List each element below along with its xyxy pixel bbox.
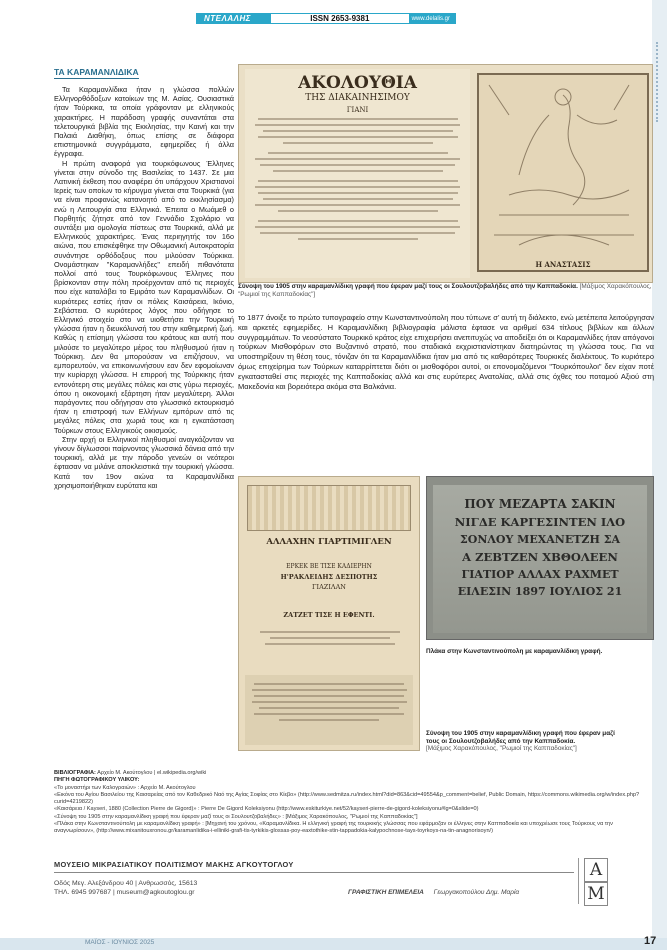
design-label: ΓΡΑΦΙΣΤΙΚΗ ΕΠΙΜΕΛΕΙΑ xyxy=(348,889,424,896)
bibliography xyxy=(54,770,650,836)
left-column-text xyxy=(54,85,234,490)
footer-divider xyxy=(54,872,574,873)
source-entry: «Καισάρεια / Kayseri, 1880 (Collection Pierre de Gigord)» : Pierre De Gigord Koleksiyonu (http://www.eskiturkiye.net/52/kayseri-pierre-de-gigord-koleksiyonu#lg=0&slide=0) xyxy=(54,806,479,813)
side-decor-bar xyxy=(652,0,667,950)
magazine-logo: ΝΤΕΛΑΛΗΣ xyxy=(204,14,251,23)
source-entry: «Εικόνα του Αγίου Βασιλείου της Καισαρείας από τον Καθεδρικό Ναό της Αγίας Σοφίας στο Κίεβο» (http://www.sedmitza.ru/index.html?did=863&cid=49554&p_comment=belief, Public Domain, https://commons.wikimedia.org/w/index.php?curid=4219822) xyxy=(54,791,640,806)
engraving-label: Η ΑΝΑΣΤΑΣΙΣ xyxy=(535,260,591,269)
caption-source: [Μάξιμος Χαρακόπουλος, "Ρωμιοί της Καππαδοκίας"] xyxy=(238,283,652,298)
resurrection-engraving xyxy=(477,73,649,272)
plaque-line: ΝΙΓΔΕ ΚΑΡΓΕΣΙΝΤΕΝ ΙΛΟ xyxy=(454,515,626,529)
engraving-figure xyxy=(479,75,647,255)
plaque-line: ΓΙΑΤΙΟΡ ΑΛΛΑΧ ΡΑΧΜΕΤ xyxy=(461,568,619,581)
header-bar xyxy=(196,13,456,24)
museum-contact xyxy=(54,879,197,897)
museum-logo-a: Α xyxy=(584,858,608,882)
paragraph: Τα Καραμανλίδικα ήταν η γλώσσα πολλών Ελληνορθόδοξων κατοίκων της Μ. Ασίας. Ουσιαστικά ήταν Τούρκικα, τα οποία γράφονταν με ελληνικούς χαρακτήρες. Η παράδοση γραφής συναντάται στα τελετουργικά βιβλία της Εκκλησίας, την Καινή και την Παλαιά Διαθήκη, όπως επίσης σε διάφορα επιστημονικά συγγράμματα, εφημερίδες ή άλλα έγγραφα. xyxy=(54,85,234,159)
caption-text: Σύνοψη του 1905 στην καραμανλίδικη γραφή που έφεραν μαζί τους οι Σουλουτζοβαλήδες από την Καππαδοκία. xyxy=(238,283,578,290)
source-entry: «Το μοναστήρι των Καλογραιών» : Αρχείο Μ. Ακούτογλου xyxy=(54,784,196,791)
caption-text: Σύνοψη του 1905 στην καραμανλίδικη γραφή που έφεραν μαζί τους οι Σουλουτζοβαλήδες από την Καππαδοκία. xyxy=(426,730,615,745)
plaque-line: Α ΖΕΒΤΖΕΝ ΧΒΘΟΛΕΕΝ xyxy=(462,550,618,564)
caption-akolouthia xyxy=(238,283,652,298)
karamanli-book-photo xyxy=(238,476,420,751)
ornament-band xyxy=(247,485,411,531)
right-column-text: το 1877 άνοιξε το πρώτο τυπογραφείο στην Κωνσταντινούπολη που τύπωνε σ’ αυτή τη διάλεκτο, ενώ μετέπειτα λειτούργησαν και αρκετές εφημερίδες. Η Καραμανλίδικη βιβλιογραφία μάλιστα έφτασε να αριθμεί 634 τίτλους βιβλίων και άλλων συγγραμμάτων. Το νεοσύστατο Τουρκικό κράτος είχε επιχειρήσει ανεπιτυχώς να αποδείξει ότι οι Καραμανλίδες ήταν απόγονοι τούρκων Μισθοφόρων στο Βυζαντινό στρατό, που σταδιακά εκχριστιανίστηκαν διατηρώντας τη γλώσσα τους. Για να υποστηρίξουν τη θέση τους, τόνιζαν ότι τα Καραμανλίδικα ήταν μια από τις καθαρότερες Τουρκικές διαλέκτους. Το κυριότερο όμως επιχείρημα των Τούρκων καταρρίπτεται διότι οι μισθοφόροι αυτοί, οι επονομαζόμενοι "Τουρκόπουλοι" δεν είχαν ποτέ εγκατασταθεί στις περιοχές της Καππαδοκίας αλλά και στις ευρύτερες Ανατολίας, αλλά στις όχθες του ποταμού Αξιού στη Μακεδονία και βορειότερα ακόμα στα Βαλκάνια. xyxy=(238,313,654,391)
design-name: Γεωργακοπούλου Δημ. Μαρία xyxy=(433,889,520,896)
issue-date: ΜΑΪΟΣ - ΙΟΥΝΙΟΣ 2025 xyxy=(85,939,155,946)
book-line: ΖΑΤΖΕΤ ΤΙΣΕ Η ΕΦΕΝΤΙ. xyxy=(283,611,375,619)
book-subtitle: ΤΗΣ ΔΙΑΚΑΙΝΗΣΙΜΟΥ xyxy=(305,93,410,103)
website-link[interactable]: www.delalis.gr xyxy=(411,15,450,22)
caption-plaque: Πλάκα στην Κωνσταντινούπολη με καραμανλίδικη γραφή. xyxy=(426,648,603,655)
photo-source-label: ΠΗΓΗ ΦΩΤΟΓΡΑΦΙΚΟΥ ΥΛΙΚΟΥ: xyxy=(54,777,140,784)
bibliography-value: Αρχείο Μ. Ακούτογλου | el.wikipedia.org/wiki xyxy=(97,770,207,776)
book-word: ΓΙΑΝΙ xyxy=(346,106,369,114)
design-credit xyxy=(348,889,519,896)
side-decor-dots xyxy=(656,42,661,122)
stone-plaque-photo xyxy=(426,476,654,640)
museum-address: Οδός Μεγ. Αλεξάνδρου 40 | Ανθρωσσός, 15613 xyxy=(54,880,198,887)
book-title: ΑΚΟΛΟΥΘΙΑ xyxy=(298,73,417,93)
museum-logo-m: Μ xyxy=(584,882,608,906)
plaque-line: ΕΙΛΕΣΙΝ 1897 ΙΟΥΛΙΟΣ 21 xyxy=(457,585,623,598)
book-line: Η'ΡΑΚΛΕΙΔΗΣ ΔΕΣΠΟΤΗΣ xyxy=(280,573,378,581)
caption-source: [Μάξιμος Χαρακόπουλος, "Ρωμιοί της Καππαδοκίας"] xyxy=(426,745,577,753)
akolouthia-book-photo xyxy=(238,64,653,283)
issn-number: ISSN 2653-9381 xyxy=(271,14,409,23)
book-line: ΕΡΚΕΚ ΒΕ ΤΙΣΕ ΚΑΔΙΕΡΗΝ xyxy=(286,563,372,570)
source-entry: «Σύνοψη του 1905 στην καραμανλίδικη γραφή που έφεραν μαζί τους οι Σουλουτζοβαλήδες» : [Μάξιμος Χαρακόπουλος, "Ρωμιοί της Καππαδοκίας"] xyxy=(54,813,418,820)
plaque-line: ΣΟΝΛΟΥ ΜΕΧΑΝΕΤΖΗ ΣΑ xyxy=(459,533,621,546)
book-line: ΑΛΛΑΧΗΝ ΓΙΑΡΤΙΜΙΓΛΕΝ xyxy=(266,537,392,547)
section-title: ΤΑ ΚΑΡΑΜΑΝΛΙΔΙΚΑ xyxy=(54,67,139,77)
plaque-line: ΠΟΥ ΜΕΖΑΡΤΑ ΣΑΚΙΝ xyxy=(464,497,616,511)
bibliography-label: ΒΙΒΛΙΟΓΡΑΦΙΑ: xyxy=(54,770,96,776)
book-line: ΓΙΑΖΙΛΑΝ xyxy=(312,583,346,591)
source-entry: «Πλάκα στην Κωνσταντινούπολη με καραμανλίδικη γραφή» : [Μηχανή του χρόνου, «Καραμανλίδικα. Η ελληνική γραφή της τουρκικής γλώσσας που εφάρμοζαν οι έλληνες στην Καππαδοκία και υποχρέωσε τους Τούρκους να την αναγνωρίσουν», (http://www.mixanitouxronou.gr/karamanlidika-i-elliniki-grafi-tis-tyrkikis-glossas-poy-eaxtothike-stin-tappadokia-kalypochnose-tays-toyrkoys-na-tin-anagnorisoyn/) xyxy=(54,821,613,835)
museum-name: ΜΟΥΣΕΙΟ ΜΙΚΡΑΣΙΑΤΙΚΟΥ ΠΟΛΙΤΙΣΜΟΥ ΜΑΚΗΣ ΑΓΚΟΥΤΟΓΛΟΥ xyxy=(54,860,294,869)
paragraph: Στην αρχή οι Ελληνικοί πληθυσμοί αναγκάζονταν να γίνουν δίγλωσσοι παίρνοντας γλωσσικά δάνεια από την τουρκική, αλλά με την πάροδο γενεών οι νεότεροι έφτασαν να μιλάνε αποκλειστικά την τουρκική γλώσσα. Κατά τον 19ον αιώνα τα Καραμανλίδικα χρησιμοποιήθηκαν ευρύτατα και xyxy=(54,434,234,490)
logo-divider xyxy=(578,858,579,904)
paragraph: Η πρώτη αναφορά για τουρκόφωνους Έλληνες γίνεται στην σύνοδο της Βασιλείας το 1437. Σε μια Λατινική έκθεση που αναφέρει ότι υπάρχουν Χριστιανοί Ιερείς των οποίων το κήρυγμα γίνεται στα Τουρκικά (για να είναι προφανώς κατανοητό από το εκκλησίασμα) ενώ η Λειτουργία στα Ελληνικά. Έπειτα ο Μωάμεθ ο Πορθητής ζήτησε από τον Γεννάδιο Σχολάριο να συντάξει μια ομολογία πίστεως στα Τουρκικά, αλλά με Ελληνικούς χαρακτήρες. Ένας περιηγητής τον 16ο αιώνα, που επισκέφθηκε την Οθωμανική Αυτοκρατορία συνάντησε ορθόδοξους που μιλούσαν Τούρκικα. Ονομάστηκαν "Καραμανλήδες" επειδή πιθανότατα πολλοί από τους Τουρκόφωνους Έλληνες που βρίσκονταν στην πόλη προέρχονταν από τις περιοχές που είχε καταλάβει το Εμιράτο των Καραμανλίδων. Οι κυριότερες εστίες ήταν οι πόλεις Καισάρεια, Ικόνιο, Σεβάστεια. Ο κυριότερος λόγος που οδήγησε το Ελληνικό στοιχείο στο να υιοθετήσει την Τουρκική γλώσσα ήταν η διευκόλυνσή του στην καθημερινή ζωή. Καθώς η επίσημη γλώσσα του κράτους και αυτή που μιλούσε το μεγαλύτερο μέρος του πληθυσμού ήταν η Τούρκικη. Δεν θα μπορούσαν να επιζήσουν, να εμπορευτούν, να επικοινωνήσουν εαν δεν εφομοίωναν την κυρίαρχη γλώσσα. Η επιρροή της Τούρκικης ήταν εντονότερη στις μεγάλες πόλεις και στις γύρω περιοχές, όπου η οικονομική εξάρτηση ήταν μεγαλύτερη. Άλλοι παράγοντες που οδήγησαν στο γλωσσικό εκτουρκισμό ήταν η επιστροφή των Ελλήνων εμπόρων από τις μεγάλες πόλεις στα χωριά τους και η εγκατάσταση Τούρκων στους Ελληνικούς οικισμούς. xyxy=(54,158,234,435)
museum-phone-email[interactable]: ΤΗΛ. 6945 997687 | museum@agkoutoglou.gr xyxy=(54,889,195,896)
page-number: 17 xyxy=(644,935,657,947)
caption-book xyxy=(426,730,626,753)
